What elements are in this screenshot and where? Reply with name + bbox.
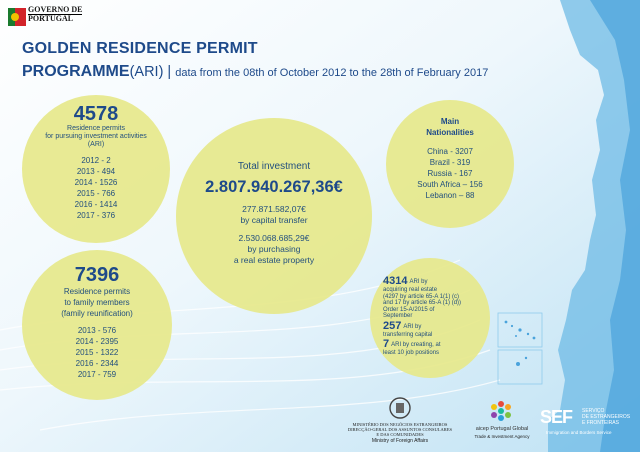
- investment-permits-block: [22, 103, 170, 221]
- gov-line1: GOVERNO DE: [28, 5, 83, 14]
- investment-total: 2.807.940.267,36€: [205, 178, 343, 196]
- criteria-real-estate-count: 4314: [383, 275, 408, 287]
- criteria-text: September: [383, 313, 413, 319]
- real-estate-label-1: by purchasing: [247, 244, 301, 254]
- family-permits-block: [22, 264, 172, 380]
- page-title: GOLDEN RESIDENCE PERMIT: [22, 40, 258, 57]
- investment-permits-total: 4578: [73, 103, 119, 125]
- mfa-line-3: E DAS COMUNIDADES: [376, 432, 424, 437]
- aicep-caption: Trade & Investment Agency: [474, 434, 530, 439]
- investment-label: Total investment: [237, 161, 311, 172]
- gov-line2: PORTUGAL: [28, 14, 82, 23]
- investment-block: [176, 160, 372, 266]
- family-permits-total: 7396: [74, 264, 120, 286]
- nationalities-title-2: Nationalities: [426, 128, 474, 137]
- title-bold: PROGRAMME: [22, 63, 130, 80]
- aicep-name: aicep Portugal Global: [475, 426, 529, 432]
- nationality-item: Russia - 167: [427, 169, 473, 178]
- family-year-row: 2016 - 2344: [75, 359, 119, 368]
- criteria-text: and 17 by article 65-A (1) (d)): [383, 300, 462, 306]
- page-subtitle: [22, 63, 488, 81]
- investment-year-row: 2017 - 376: [76, 211, 116, 220]
- nationalities-title-1: Main: [440, 117, 460, 126]
- coat-of-arms-icon: [388, 396, 412, 420]
- nationality-item: Lebanon – 88: [425, 191, 475, 200]
- criteria-text: Order 15-A/2015 of: [383, 306, 435, 313]
- aicep-logo-icon: [488, 398, 514, 424]
- aicep-block: [470, 426, 534, 440]
- criteria-text: ARI by: [409, 279, 428, 285]
- nationality-item: South Africa – 156: [417, 180, 483, 189]
- family-year-row: 2017 - 759: [77, 370, 117, 379]
- investment-year-row: 2016 - 1414: [74, 200, 118, 209]
- nationalities-block: [386, 116, 514, 201]
- investment-permits-label-1: Residence permits: [67, 125, 125, 132]
- criteria-capital-count: 257: [383, 319, 402, 332]
- nationality-item: Brazil - 319: [429, 158, 471, 167]
- investment-year-row: 2012 - 2: [81, 156, 111, 165]
- sef-line-1: SERVIÇO: [582, 408, 605, 414]
- title-paren: (ARI) |: [129, 64, 172, 80]
- mfa-caption: Ministry of Foreign Affairs: [371, 438, 429, 444]
- criteria-text: ARI by creating, at: [391, 342, 441, 348]
- real-estate-label-2: a real estate property: [233, 255, 315, 265]
- criteria-text: ARI by: [403, 323, 422, 330]
- family-permits-label-2: to family members: [64, 298, 130, 307]
- sef-caption: Immigration and Borders Service: [546, 430, 612, 435]
- sef-name-block: [582, 408, 630, 426]
- criteria-jobs-count: 7: [383, 338, 390, 350]
- capital-amount: 277.871.582,07€: [242, 204, 306, 214]
- investment-year-row: 2013 - 494: [76, 167, 116, 176]
- criteria-text: transferring capital: [383, 331, 433, 338]
- capital-label: by capital transfer: [240, 215, 308, 225]
- sef-line-3: E FRONTEIRAS: [582, 420, 619, 426]
- criteria-text: (4297 by article 65-A 1(1) (c): [383, 293, 460, 300]
- family-year-row: 2014 - 2395: [75, 337, 119, 346]
- family-permits-label-1: Residence permits: [63, 287, 131, 296]
- nationality-item: China - 3207: [427, 147, 473, 156]
- portugal-flag-icon: [8, 8, 26, 26]
- family-permits-label-3: (family reunification): [61, 309, 133, 318]
- sef-line-2: DE ESTRANGEIROS: [582, 414, 631, 420]
- investment-permits-label-3: (ARI): [87, 141, 105, 148]
- family-year-row: 2013 - 576: [77, 326, 117, 335]
- mfa-line-2: DIRECÇÃO-GERAL DOS ASSUNTOS CONSULARES: [347, 427, 453, 432]
- criteria-block: [383, 276, 483, 357]
- investment-year-row: 2014 - 1526: [74, 178, 118, 187]
- gov-logo-text: [28, 6, 82, 23]
- criteria-text: acquiring real estate: [383, 287, 438, 293]
- investment-permits-label-2: for pursuing investment activities: [45, 133, 147, 140]
- mfa-block: [330, 422, 470, 445]
- investment-year-row: 2015 - 766: [76, 189, 116, 198]
- sef-logo: SEF: [540, 407, 573, 427]
- real-estate-amount: 2.530.068.685,29€: [238, 233, 310, 243]
- family-year-row: 2015 - 1322: [75, 348, 119, 357]
- mfa-line-1: MINISTÉRIO DOS NEGÓCIOS ESTRANGEIROS: [352, 422, 448, 427]
- title-date-range: data from the 08th of October 2012 to the 28th of February 2017: [175, 67, 489, 79]
- criteria-text: least 10 job positions: [383, 350, 440, 356]
